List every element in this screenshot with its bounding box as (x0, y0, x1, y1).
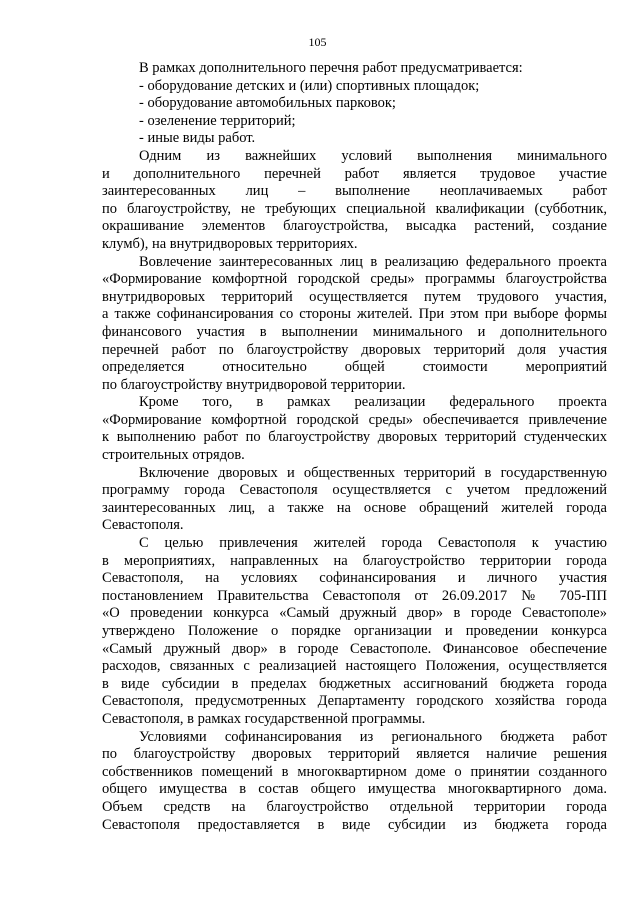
text-line: собственников помещений в многоквартирном доме о принятии созданного (102, 763, 607, 780)
text-line: Севастополя. (102, 517, 184, 534)
text-line: по благоустройству внутридворовой территории. (102, 376, 406, 393)
text-line: окрашивание элементов благоустройства, высадка растений, создание (102, 218, 607, 235)
text-line: Условиями софинансирования из регионального бюджета работ (139, 728, 607, 745)
text-line: заинтересованных лиц – выполнение неоплачиваемых работ (102, 183, 607, 200)
text-line: Включение дворовых и общественных территорий в государственную (139, 464, 607, 481)
text-line: - иные виды работ. (139, 130, 256, 147)
text-line: клумб), на внутридворовых территориях. (102, 235, 358, 252)
document-body (102, 60, 607, 834)
text-line: Вовлечение заинтересованных лиц в реализацию федерального проекта (139, 253, 607, 270)
text-line: постановлением Правительства Севастополя от 26.09.2017 № 705-ПП (102, 587, 607, 604)
text-line: в мероприятиях, направленных на благоустройство территории города (102, 552, 607, 569)
text-line: Одним из важнейших условий выполнения минимального (139, 147, 607, 164)
text-line: в виде субсидии в пределах бюджетных ассигнований бюджета города (102, 675, 607, 692)
text-line: общего имущества в состав общего имущества многоквартирного дома. (102, 781, 607, 798)
text-line: Севастополя, предусмотренных Департаменту городского хозяйства города (102, 693, 607, 710)
text-line: по благоустройству дворовых территорий является наличие решения (102, 746, 607, 763)
text-line: Севастополя предоставляется в виде субсидии из бюджета города (102, 816, 607, 833)
text-line: «О проведении конкурса «Самый дружный двор» в городе Севастополе» (102, 605, 607, 622)
text-line: строительных отрядов. (102, 447, 245, 464)
text-line: по благоустройству, не требующих специальной квалификации (субботник, (102, 200, 607, 217)
text-line: «Формирование комфортной городской среды» программы благоустройства (102, 271, 607, 288)
text-line: Кроме того, в рамках реализации федерального проекта (139, 394, 607, 411)
text-line: - оборудование автомобильных парковок; (139, 95, 396, 112)
text-line: Севастополя, на условиях софинансирования и личного участия (102, 570, 607, 587)
text-line: утверждено Положение о порядке организации и проведении конкурса (102, 623, 607, 639)
page-number: 105 (308, 35, 327, 49)
text-line: перечней работ по благоустройству дворовых территорий доля участия (102, 341, 607, 358)
text-line: к выполнению работ по благоустройству дворовых территорий студенческих (102, 429, 607, 446)
text-line: «Самый дружный двор» в городе Севастополе. Финансовое обеспечение (102, 640, 607, 657)
text-line: финансового участия в выполнении минимального и дополнительного (102, 323, 607, 340)
text-line: Севастополя, в рамках государственной программы. (102, 710, 426, 727)
text-line: В рамках дополнительного перечня работ предусматривается: (139, 60, 523, 76)
text-line: а также софинансирования со стороны жителей. При этом при выборе формы (102, 306, 607, 323)
text-line: расходов, связанных с реализацией настоящего Положения, осуществляется (102, 658, 607, 675)
text-line: Объем средств на благоустройство отдельной территории города (102, 798, 607, 815)
text-line: внутридворовых территорий осуществляется путем трудового участия, (102, 288, 607, 305)
text-line: программу города Севастополя осуществляется с учетом предложений (102, 482, 607, 499)
text-line: - озеленение территорий; (139, 112, 296, 129)
text-line: С целью привлечения жителей города Севастополя к участию (139, 535, 607, 552)
text-line: и дополнительного перечней работ является трудовое участие (102, 165, 607, 182)
text-line: «Формирование комфортной городской среды» обеспечивается привлечение (102, 411, 607, 428)
text-line: - оборудование детских и (или) спортивных площадок; (139, 77, 480, 94)
text-line: определяется относительно общей стоимости мероприятий (102, 359, 607, 376)
text-line: заинтересованных лиц, а также на основе обращений жителей города (102, 499, 607, 516)
